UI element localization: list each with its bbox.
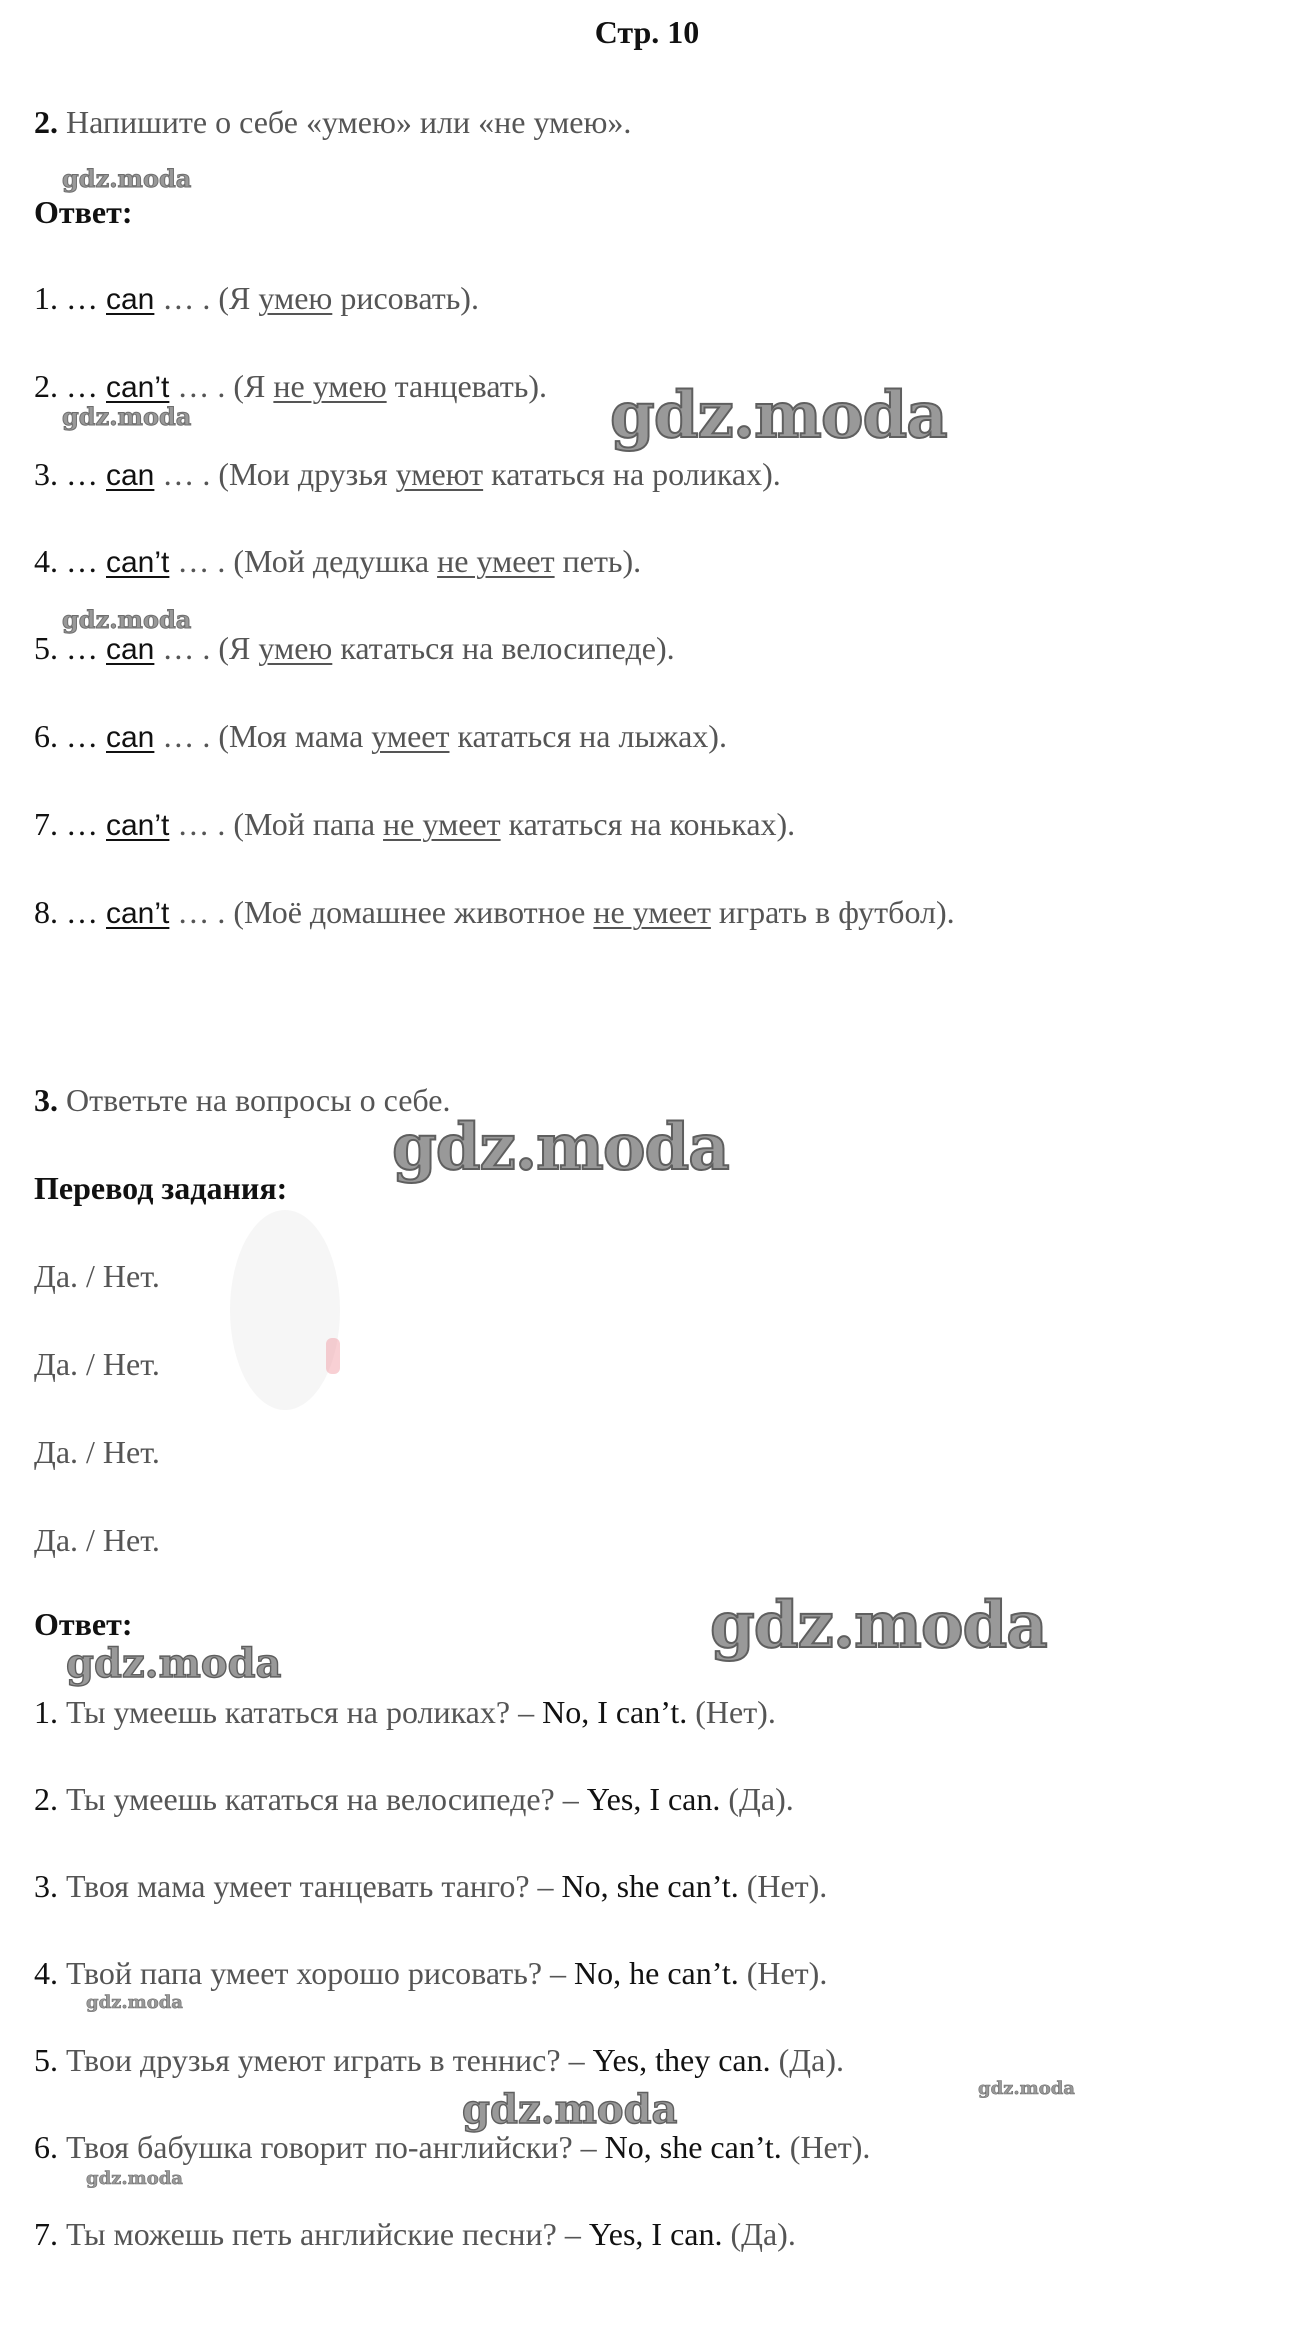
task3-answer-label: Ответ:: [34, 1606, 133, 1642]
decorative-smudge: [326, 1338, 340, 1374]
task3-instruction: Ответьте на вопросы о себе.: [66, 1082, 451, 1118]
watermark-logo: gdz.moda: [978, 2078, 1075, 2099]
watermark-logo: gdz.moda: [86, 2168, 183, 2189]
task2-number: 2.: [34, 104, 58, 140]
option-line: Да. / Нет.: [34, 1346, 160, 1382]
watermark-logo: gdz.moda: [62, 164, 192, 193]
task3-heading: [34, 1080, 450, 1120]
task2-item-2: 2. … can’t … . (Я не умею танцевать).: [34, 368, 547, 404]
answer-row-1: 1. Ты умеешь кататься на роликах? – No, I can’t. (Нет).: [34, 1694, 776, 1730]
answer-word: can’t: [106, 371, 170, 404]
task2-item-5: 5. … can … . (Я умею кататься на велосипеде).: [34, 630, 675, 666]
task2-item-3: 3. … can … . (Мои друзья умеют кататься на роликах).: [34, 456, 781, 492]
task3-number: 3.: [34, 1082, 58, 1118]
answer-row-2: 2. Ты умеешь кататься на велосипеде? – Yes, I can. (Да).: [34, 1781, 794, 1817]
answer-row-7: 7. Ты можешь петь английские песни? – Yes, I can. (Да).: [34, 2216, 796, 2252]
watermark-logo: gdz.moda: [710, 1588, 1047, 1663]
watermark-logo: gdz.moda: [610, 378, 947, 453]
answer-word: can: [106, 721, 155, 754]
option-line: Да. / Нет.: [34, 1522, 160, 1558]
task2-heading: [34, 102, 631, 142]
answer-row-3: 3. Твоя мама умеет танцевать танго? – No, she can’t. (Нет).: [34, 1868, 828, 1904]
task2-answer-label: Ответ:: [34, 194, 133, 230]
translation-label: Перевод задания:: [34, 1170, 288, 1206]
decorative-smudge: [230, 1210, 340, 1410]
task2-instruction: Напишите о себе «умею» или «не умею».: [66, 104, 632, 140]
task2-item-7: 7. … can’t … . (Мой папа не умеет кататься на коньках).: [34, 806, 796, 842]
answer-row-5: 5. Твои друзья умеют играть в теннис? – Yes, they can. (Да).: [34, 2042, 844, 2078]
answer-row-4: 4. Твой папа умеет хорошо рисовать? – No, he can’t. (Нет).: [34, 1955, 828, 1991]
watermark-logo: gdz.moda: [462, 2086, 678, 2133]
option-line: Да. / Нет.: [34, 1258, 160, 1294]
answer-word: can’t: [106, 546, 170, 579]
watermark-logo: gdz.moda: [392, 1110, 729, 1185]
watermark-logo: gdz.moda: [66, 1640, 282, 1687]
answer-word: can: [106, 459, 155, 492]
task2-item-8: 8. … can’t … . (Моё домашнее животное не умеет играть в футбол).: [34, 894, 955, 930]
task2-item-6: 6. … can … . (Моя мама умеет кататься на лыжах).: [34, 718, 727, 754]
watermark-logo: gdz.moda: [86, 1992, 183, 2013]
answer-word: can’t: [106, 897, 170, 930]
watermark-logo: gdz.moda: [62, 605, 192, 634]
option-line: Да. / Нет.: [34, 1434, 160, 1470]
watermark-logo: gdz.moda: [62, 402, 192, 431]
answer-row-6: 6. Твоя бабушка говорит по-английски? – No, she can’t. (Нет).: [34, 2129, 871, 2165]
answer-word: can: [106, 283, 155, 316]
task2-item-4: 4. … can’t … . (Мой дедушка не умеет петь).: [34, 543, 642, 579]
page-title: Стр. 10: [594, 14, 700, 50]
task2-item-1: 1. … can … . (Я умею рисовать).: [34, 280, 479, 316]
answer-word: can: [106, 633, 155, 666]
answer-word: can’t: [106, 809, 170, 842]
